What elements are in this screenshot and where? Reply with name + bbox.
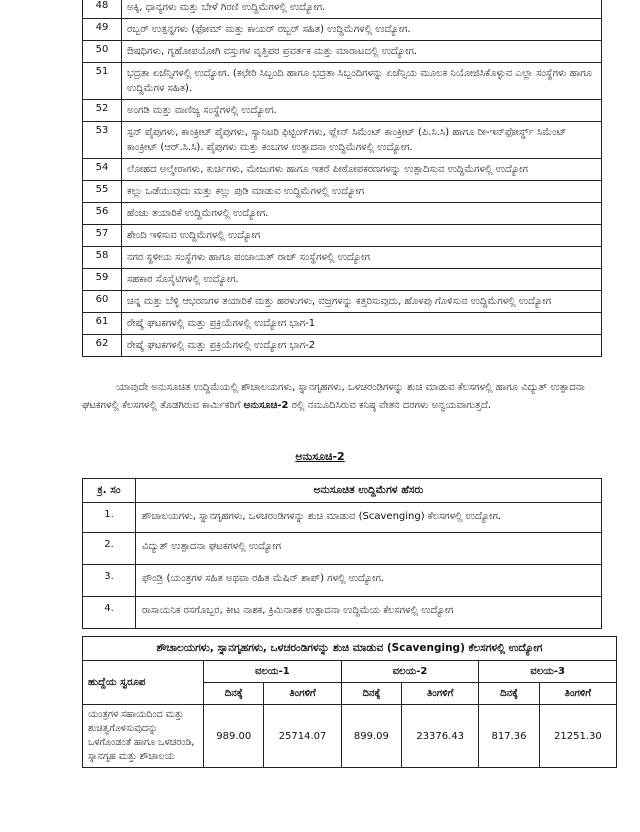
schedule-title: ಅನುಸೂಚಿ-2 xyxy=(295,450,345,463)
industry-number: 50 xyxy=(83,41,122,63)
zone-3-header: ವಲಯ-3 xyxy=(479,661,617,683)
industry-row xyxy=(83,203,602,225)
industry-row xyxy=(83,181,602,203)
industry-name: ಕಲ್ಲು ಒಡೆಯುವುದು ಮತ್ತು ಕಲ್ಲು ಪುಡಿ ಮಾಡುವ ಉದ್ದಿಮೆಗಳಲ್ಲಿ ಉದ್ಯೋಗ xyxy=(122,181,602,203)
schedule2-number: 2. xyxy=(83,533,136,565)
schedule2-row xyxy=(83,565,602,597)
zone-1-header: ವಲಯ-1 xyxy=(204,661,342,683)
schedule2-industry: ರಾಸಾಯನಿಕ ರಸಗೊಬ್ಬರ, ಕೀಟ ನಾಶಕ, ಕ್ರಿಮಿನಾಶಕ ಉತ್ಪಾದನಾ ಉದ್ದಿಮೆಯ ಕೆಲಸಗಳಲ್ಲಿ ಉದ್ಯೋಗ xyxy=(136,597,602,629)
schedule2-number: 3. xyxy=(83,565,136,597)
zone-3-daily-wage: 817.36 xyxy=(479,705,539,768)
industry-row xyxy=(83,247,602,269)
schedule2-row xyxy=(83,533,602,565)
industry-number: 60 xyxy=(83,291,122,313)
role-description: ಯಂತ್ರಗಳ ಸಹಾಯದಿಂದ ಮತ್ತು ಶುಚಿತ್ವಗೊಳಿಸುವುದನ್ನು ಒಳಗೊಂಡಂತೆ ಹಾಗೂ ಒಳಚರಂಡಿ, ಸ್ನಾನಗೃಹ ಮತ್ತು ಶೌಚಾಲಯ xyxy=(83,705,204,768)
industry-number: 48 xyxy=(83,0,122,19)
industry-name: ಚಿನ್ನ ಮತ್ತು ಬೆಳ್ಳಿ ಆಭರಣಗಳ ತಯಾರಿಕೆ ಮತ್ತು ಹರಳುಗಳು, ವಜ್ರಗಳನ್ನು ಕತ್ತರಿಸುವುದು, ಹೊಳಪು ಗೊಳಿಸುವ ಉದ್ದಿಮೆಗಳಲ್ಲಿ ಉದ್ಯೋಗ xyxy=(122,291,602,313)
zone-2-daily-wage: 899.09 xyxy=(341,705,401,768)
zone-3-monthly-header: ತಿಂಗಳಿಗೆ xyxy=(539,683,616,705)
zone-2-monthly-wage: 23376.43 xyxy=(402,705,479,768)
industry-name: ಅಂಗಡಿ ಮತ್ತು ವಾಣಿಜ್ಯ ಸಂಸ್ಥೆಗಳಲ್ಲಿ ಉದ್ಯೋಗ. xyxy=(122,100,602,122)
schedule2-number: 4. xyxy=(83,597,136,629)
role-header: ಹುದ್ದೆಯ ಸ್ವರೂಪ xyxy=(83,661,204,705)
zone-1-monthly-header: ತಿಂಗಳಿಗೆ xyxy=(264,683,341,705)
schedule2-number: 1. xyxy=(83,503,136,533)
industry-number: 49 xyxy=(83,19,122,41)
paragraph-schedule-ref: ಅನುಸೂಚಿ-2 xyxy=(243,400,289,411)
wages-title: ಶೌಚಾಲಯಗಳು, ಸ್ನಾನಗೃಹಗಳು, ಒಳಚರಂಡಿಗಳನ್ನು ಶುಚಿ ಮಾಡುವ (Scavenging) ಕೆಲಸಗಳಲ್ಲಿ ಉದ್ಯೋಗ xyxy=(83,637,617,661)
schedule2-industry: ಫೌಂಡ್ರಿ (ಯಂತ್ರಗಳ ಸಹಿತ ಅಥವಾ ರಹಿತ ಮೆಷಿನ್ ಶಾಪ್) ಗಳಲ್ಲಿ ಉದ್ಯೋಗ. xyxy=(136,565,602,597)
industry-number: 56 xyxy=(83,203,122,225)
zone-3-daily-header: ದಿನಕ್ಕೆ xyxy=(479,683,539,705)
industry-number: 51 xyxy=(83,63,122,100)
wages-table xyxy=(82,636,617,768)
schedule2-row xyxy=(83,503,602,533)
industry-name: ರೇಷ್ಮೆ ಘಟಕಗಳಲ್ಲಿ ಮತ್ತು ಪ್ರಕ್ರಿಯೆಗಳಲ್ಲಿ ಉದ್ಯೋಗ ಭಾಗ-1 xyxy=(122,313,602,335)
paragraph-text: ಯಾವುದೇ ಅನುಸೂಚಿತ ಉದ್ದಿಮೆಯಲ್ಲಿ ಶೌಚಾಲಯಗಳು, ಸ್ನಾನಗೃಹಗಳು, ಒಳಚರಂಡಿಗಳನ್ನು ಶುಚಿ ಮಾಡುವ ಕೆಲಸಗಳಲ್ಲಿ ಹಾಗೂ ವಿದ್ಯುತ್ ಉತ್ಪಾದನಾ ಘಟಕಗಳಲ್ಲಿ ಕೆಲಸಗಳಲ್ಲಿ ತೊಡಗಿರುವ ಕಾರ್ಮಿಕರಿಗೆ xyxy=(82,382,585,411)
industry-row xyxy=(83,225,602,247)
industry-row xyxy=(83,313,602,335)
industry-number: 58 xyxy=(83,247,122,269)
industry-name: ಹೆಂಚು ತಯಾರಿಕೆ ಉದ್ದಿಮೆಗಳಲ್ಲಿ ಉದ್ಯೋಗ. xyxy=(122,203,602,225)
industry-name: ರೇಷ್ಮೆ ಘಟಕಗಳಲ್ಲಿ ಮತ್ತು ಪ್ರಕ್ರಿಯೆಗಳಲ್ಲಿ ಉದ್ಯೋಗ ಭಾಗ-2 xyxy=(122,335,602,357)
zone-header-row xyxy=(83,661,617,683)
industry-name: ಭದ್ರತಾ ಏಜೆನ್ಸಿಗಳಲ್ಲಿ ಉದ್ಯೋಗ. (ಕಛೇರಿ ಸಿಬ್ಬಂದಿ ಹಾಗೂ ಭದ್ರತಾ ಸಿಬ್ಬಂದಿಗಳನ್ನು ಏಜೆನ್ಸಿಯ ಮೂಲಕ ನಿಯೋಜಿಸಿಕೊಳ್ಳುವ ಎಲ್ಲಾ ಸಂಸ್ಥೆಗಳು ಹಾಗೂ ಉದ್ದಿಮೆಗಳ ಸಹಿತ). xyxy=(122,63,602,100)
schedule2-industry: ವಿದ್ಯುತ್ ಉತ್ಪಾದನಾ ಘಟಕಗಳಲ್ಲಿ ಉದ್ಯೋಗ xyxy=(136,533,602,565)
industry-number: 52 xyxy=(83,100,122,122)
industry-number: 62 xyxy=(83,335,122,357)
industry-number: 55 xyxy=(83,181,122,203)
wage-row xyxy=(83,705,617,768)
industry-row xyxy=(83,159,602,181)
industry-row xyxy=(83,41,602,63)
applicability-paragraph xyxy=(82,379,602,415)
schedule2-header-row xyxy=(83,479,602,503)
zone-1-monthly-wage: 25714.07 xyxy=(264,705,341,768)
industry-number: 53 xyxy=(83,122,122,159)
schedule2-table xyxy=(82,478,602,629)
wages-title-row xyxy=(83,637,617,661)
industry-name-header: ಅನುಸೂಚಿತ ಉದ್ದಿಮೆಗಳ ಹೆಸರು xyxy=(136,479,602,503)
industry-name: ರಬ್ಬರ್ ಉತ್ಪನ್ನಗಳು (ಫೋಮ್ ಮತ್ತು ಕಾಯರ್ ರಬ್ಬರ್ ಸಹಿತ) ಉದ್ದಿಮೆಗಳಲ್ಲಿ ಉದ್ಯೋಗ. xyxy=(122,19,602,41)
schedule2-industry: ಶೌಚಾಲಯಗಳು, ಸ್ನಾನಗೃಹಗಳು, ಒಳಚರಂಡಿಗಳನ್ನು ಶುಚಿ ಮಾಡುವ (Scavenging) ಕೆಲಸಗಳಲ್ಲಿ ಉದ್ಯೋಗ. xyxy=(136,503,602,533)
industry-name: ಸ್ಪನ್ ಪೈಪುಗಳು, ಕಾಂಕ್ರೀಟ್ ಪೈಪುಗಳು, ಸ್ಯಾನಿಟರಿ ಫಿಟ್ಟಿಂಗ್‌ಗಳು, ಪ್ಲೇನ್ ಸಿಮೆಂಟ್ ಕಾಂಕ್ರೀಟ್ (ಪಿ.ಸಿ.ಸಿ) ಹಾಗೂ ರೀ-ಇನ್‌ಫೋರ್ಸ್ಡ್ ಸಿಮೆಂಟ್ ಕಾಂಕ್ರೀಟ್ (ಆರ್.ಸಿ.ಸಿ). ಪೈಪುಗಳು ಮತ್ತು ಕಂಬಗಳ ಉತ್ಪಾದನಾ ಉದ್ದಿಮೆಗಳಲ್ಲಿ ಉದ್ಯೋಗ. xyxy=(122,122,602,159)
industry-row xyxy=(83,63,602,100)
industry-number: 57 xyxy=(83,225,122,247)
zone-2-daily-header: ದಿನಕ್ಕೆ xyxy=(341,683,401,705)
industry-number: 59 xyxy=(83,269,122,291)
industry-row xyxy=(83,291,602,313)
industry-name: ಅಕ್ಕಿ, ಧಾನ್ಯಗಳು ಮತ್ತು ಬೇಳೆ ಗಿರಣಿ ಉದ್ದಿಮೆಗಳಲ್ಲಿ ಉದ್ಯೋಗ. xyxy=(122,0,602,19)
industry-row xyxy=(83,100,602,122)
industry-name: ಸಹಕಾರ ಸೊಸೈಟಿಗಳಲ್ಲಿ ಉದ್ಯೋಗ. xyxy=(122,269,602,291)
industry-row xyxy=(83,269,602,291)
industry-name: ನಗರ ಸ್ಥಳೀಯ ಸಂಸ್ಥೆಗಳು ಹಾಗೂ ಪಂಚಾಯತ್ ರಾಜ್ ಸಂಸ್ಥೆಗಳಲ್ಲಿ ಉದ್ಯೋಗ xyxy=(122,247,602,269)
industry-number: 54 xyxy=(83,159,122,181)
zone-3-monthly-wage: 21251.30 xyxy=(539,705,616,768)
industry-name: ಶೇಂದಿ ಇಳಿಸುವ ಉದ್ದಿಮೆಗಳಲ್ಲಿ ಉದ್ಯೋಗ xyxy=(122,225,602,247)
zone-1-daily-wage: 989.00 xyxy=(204,705,264,768)
industry-number: 61 xyxy=(83,313,122,335)
industry-row xyxy=(83,0,602,19)
industries-table xyxy=(82,0,602,357)
zone-2-header: ವಲಯ-2 xyxy=(341,661,479,683)
industry-row xyxy=(83,19,602,41)
industry-name: ಲೋಹದ ಅಲ್ಮೇರಾಗಳು, ಕುರ್ಚಿಗಳು, ಮೇಜುಗಳು ಹಾಗೂ ಇತರೆ ಪೀಠೋಪಕರಣಗಳನ್ನು ಉತ್ಪಾದಿಸುವ ಉದ್ದಿಮೆಗಳಲ್ಲಿ ಉದ್ಯೋಗ xyxy=(122,159,602,181)
industry-name: ಔಷಧಿಗಳು, ಗೃಹೋಪಯೋಗಿ ವಸ್ತುಗಳ ವೃತ್ತಿಪರ ಪ್ರವರ್ತಕ ಮತ್ತು ಮಾರಾಟದಲ್ಲಿ ಉದ್ಯೋಗ. xyxy=(122,41,602,63)
serial-number-header: ಕ್ರ. ಸಂ xyxy=(83,479,136,503)
industry-row xyxy=(83,335,602,357)
industry-row xyxy=(83,122,602,159)
schedule2-row xyxy=(83,597,602,629)
paragraph-text-end: ರಲ್ಲಿ ನಮೂದಿಸಿರುವ ಕನಿಷ್ಠ ವೇತನ ದರಗಳು ಅನ್ವಯವಾಗುತ್ತದೆ. xyxy=(288,400,492,411)
zone-1-daily-header: ದಿನಕ್ಕೆ xyxy=(204,683,264,705)
zone-2-monthly-header: ತಿಂಗಳಿಗೆ xyxy=(402,683,479,705)
